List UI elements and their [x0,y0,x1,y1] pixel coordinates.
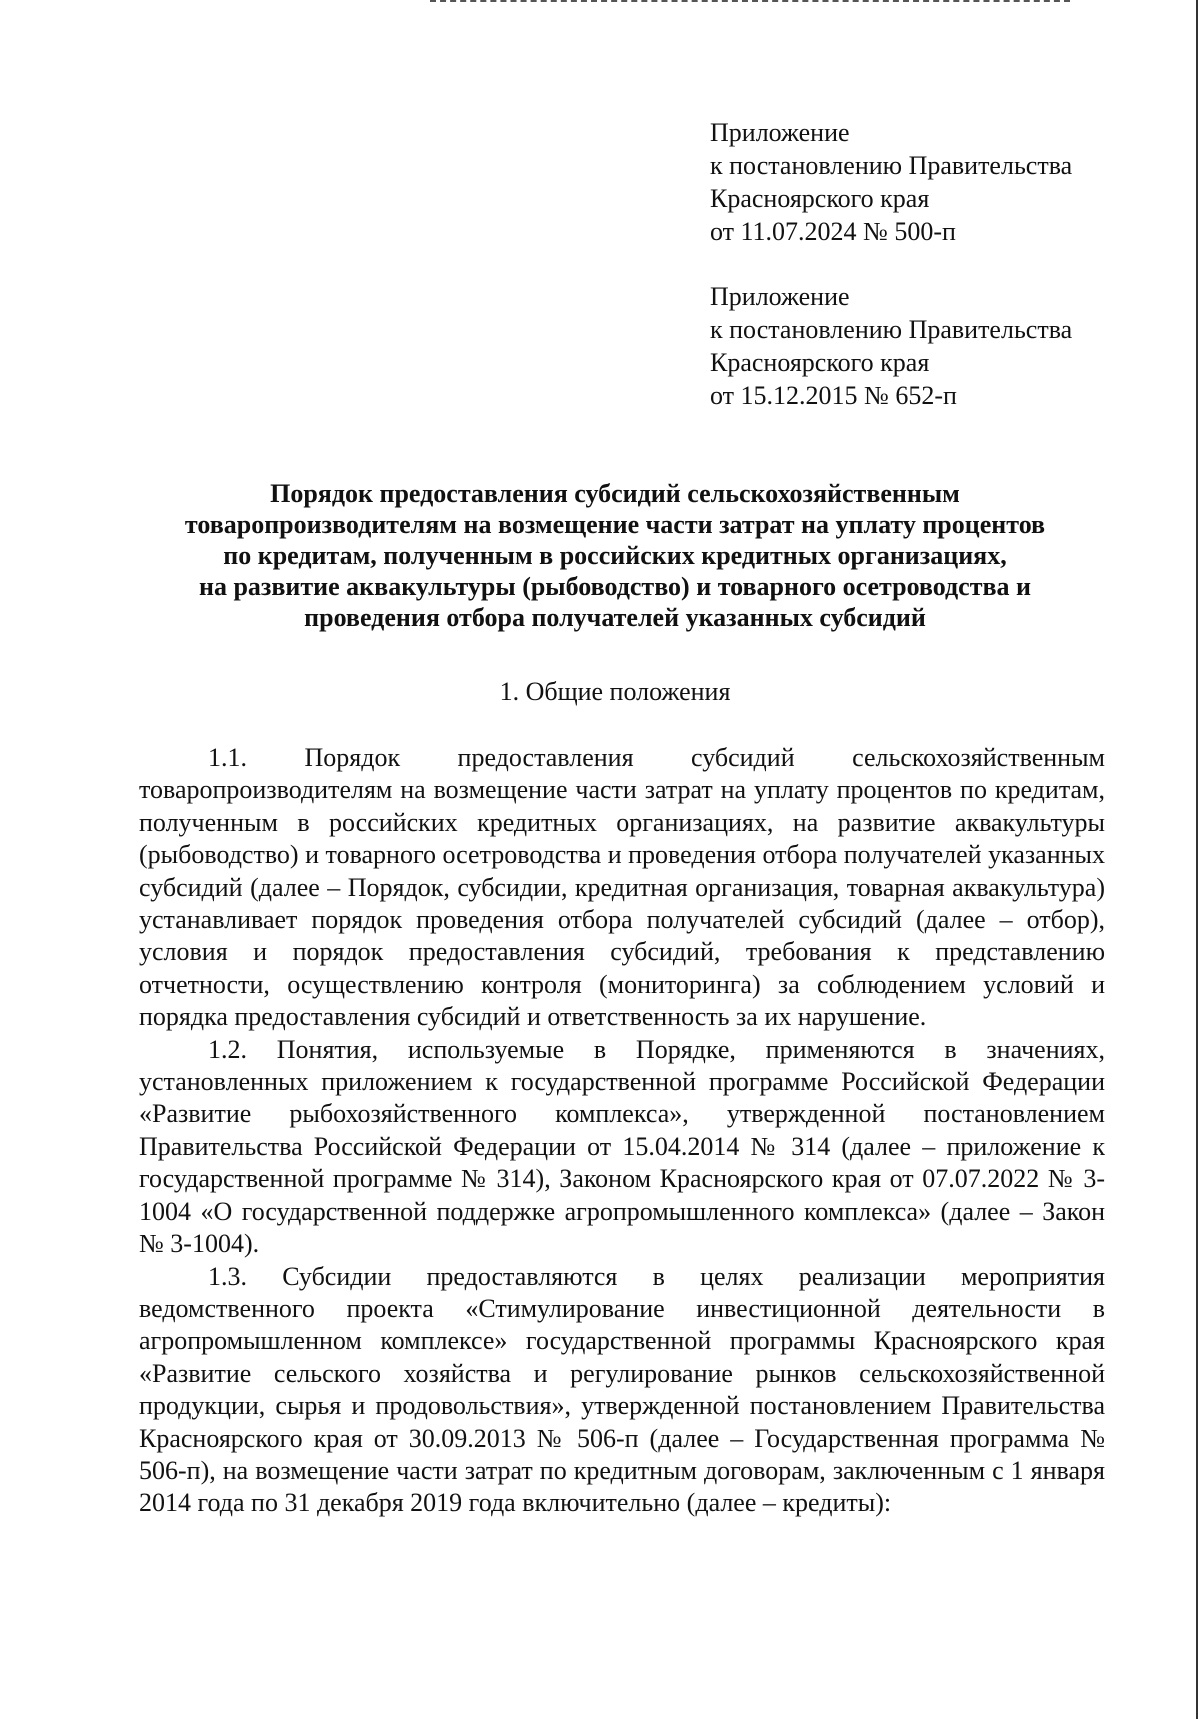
scan-artifact-right-edge [1196,0,1198,1719]
paragraph-1-3: 1.3. Субсидии предоставляются в целях реализации мероприятия ведомственного проекта «Стимулирование инвестиционной деятельности в агропромышленном комплексе» государственной программы Красноярского края «Развитие сельского хозяйства и регулирование рынков сельскохозяйственной продукции, сырья и продовольствия», утвержденной постановлением Правительства Красноярского края от 30.09.2013 № 506-п (далее – Государственная программа № 506-п), на возмещение части затрат по кредитным договорам, заключенным с 1 января 2014 года по 31 декабря 2019 года включительно (далее – кредиты): [139,1261,1105,1518]
appendix-label: Приложение [710,118,850,147]
section-heading-general-provisions: 1. Общие положения [499,677,731,706]
appendix-label: Приложение [710,282,850,311]
appendix-reference: к постановлению Правительства [710,151,1073,180]
paragraph-1-1: 1.1. Порядок предоставления субсидий сельскохозяйственным товаропроизводителям на возмещение части затрат на уплату процентов по кредитам, полученным в российских кредитных организациях, на развитие аквакультуры (рыбоводство) и товарного осетроводства и проведения отбора получателей указанных субсидий (далее – Порядок, субсидии, кредитная организация, товарная аквакультура) устанавливает порядок проведения отбора получателей субсидий (далее – отбор), условия и порядок предоставления субсидий, требования к представлению отчетности, осуществлению контроля (мониторинга) за соблюдением условий и порядка предоставления субсидий и ответственность за их нарушение. [139,743,1105,1032]
scan-artifact-top [430,0,1070,5]
appendix-region: Красноярского края [710,348,930,377]
appendix-region: Красноярского края [710,184,930,213]
title-line: товаропроизводителям на возмещение части затрат на уплату процентов [184,510,1046,539]
paragraph-1-2: 1.2. Понятия, используемые в Порядке, применяются в значениях, установленных приложением к государственной программе Российской Федерации «Развитие рыбохозяйственного комплекса», утвержденной постановлением Правительства Российской Федерации от 15.04.2014 № 314 (далее – приложение к государственной программе № 314), Законом Красноярского края от 07.07.2022 № 3-1004 «О государственной поддержке агропромышленного комплекса» (далее – Закон № 3-1004). [139,1034,1105,1259]
title-line: проведения отбора получателей указанных субсидий [304,603,926,632]
appendix-header-original [710,280,1130,412]
section-body [139,742,1105,1520]
title-line: на развитие аквакультуры (рыбоводство) и товарного осетроводства и [198,572,1032,601]
appendix-date-number: от 11.07.2024 № 500-п [710,217,956,246]
appendix-reference: к постановлению Правительства [710,315,1073,344]
title-line: Порядок предоставления субсидий сельскохозяйственным [270,479,960,508]
document-title [120,478,1110,633]
appendix-date-number: от 15.12.2015 № 652-п [710,381,957,410]
appendix-header-current [710,116,1130,248]
title-line: по кредитам, полученным в российских кредитных организациях, [223,541,1007,570]
